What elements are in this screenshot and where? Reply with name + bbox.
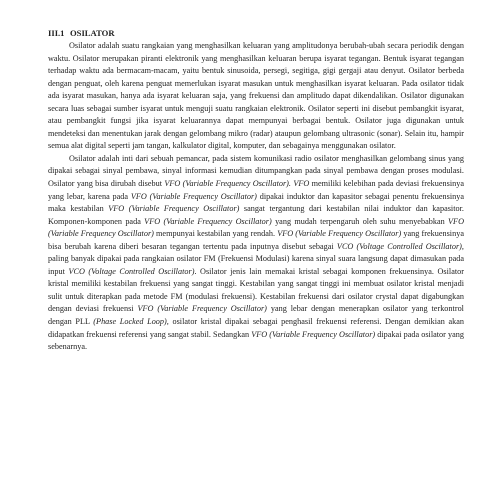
paragraph-1 [48, 40, 464, 153]
italic-term: VCO (Voltage Controlled Oscillator) [68, 266, 195, 276]
italic-term: VFO (Variable Frequency Oscillator) [144, 216, 272, 226]
text-run: Osilator adalah inti dari sebuah pemancar, pada sistem komunikasi radio osilator menghasilkan gelombang sinus yang dipakai sebagai sinyal pembawa, sinyal informasi kemudian ditumpangkan pada sinyal pembawa dengan proses modulasi. Osilator yang bisa dirubah disebut [48, 153, 464, 189]
text-run: , paling banyak dipakai pada rangkaian osilator FM (Frekuensi Modulasi) karena sinyal suara langsung dapat dimasukan pada input [48, 241, 464, 276]
italic-term: VFO (Variable Frequency Oscillator) [48, 216, 465, 239]
italic-term: VCO (Voltage Controlled Oscillator) [336, 241, 462, 251]
italic-term: VFO (Variable Frequency Oscillator) [108, 204, 240, 214]
text-run: dipakai induktor dan kapasitor sebagai penentu frekuensinya maka kestabilan [48, 191, 465, 214]
text-run: yang frekuensinya bisa berubah karena diberi besaran tegangan tertentu pada inputnya disebut sebagai [48, 229, 464, 251]
text-run: mempunyai kestabilan yang rendah. [153, 229, 278, 239]
section-heading [48, 27, 464, 39]
text-run: . Osilator jenis lain memakai kristal sebagai komponen frekuensinya. Osilator kristal memiliki kestabilan frekuensi yang sangat tinggi. Kestabilan yang sangat tinggi ini membuat osilator kristal menjadi sulit untuk diterapkan pada metode FM (modulasi frekuensi). Kestabilan frekuensi dari osilator crystal dapat digabungkan dengan deviasi frekuensi [48, 266, 464, 314]
text-run: yang lebar dengan menerapkan osilator yang terkontrol dengan PLL [48, 304, 464, 327]
italic-term: VFO (Variable Frequency Oscillator). VFO [164, 179, 310, 189]
section-title: OSILATOR [70, 28, 115, 38]
text-run: memiliki kelebihan pada deviasi frekuensinya yang lebar, karena pada [48, 179, 464, 201]
section-number: III.1 [48, 28, 65, 38]
text-run: dipakai pada osilator yang sebenarnya. [48, 329, 465, 352]
text-run: osilator kristal dipakai sebagai penghasil frekuensi referensi. Dengan demikian akan didapatkan frekuensi referensi yang sangat stabil. Sedangkan [48, 317, 464, 339]
italic-term: (Phase Locked Loop), [93, 317, 169, 327]
text-run: Osilator adalah suatu rangkaian yang menghasilkan keluaran yang amplitudonya berubah-ubah secara periodik dengan waktu. Osilator merupakan piranti elektronik yang menghasilkan keluaran berupa isyarat tegangan. Bentuk isyarat tegangan terhadap waktu ada bermacam-macam, yaitu bentuk sinusoida, persegi, segitiga, gigi gergaji atau denyut. Osilator berbeda dengan penguat, oleh karena penguat memerlukan isyarat masukan untuk menghasilkan isyarat keluaran. Pada osilator tidak ada isyarat masukan, hanya ada isyarat keluaran saja, yang frekuensi dan amplitudo dapat dikendalikan. Osilator digunakan secara luas sebagai sumber isyarat untuk menguji suatu rangkaian elektronik. Osilator seperti ini disebut pembangkit isyarat, atau pembangkit fungsi jika isyarat keluarannya dapat mempunyai berbagai bentuk. Osilator juga digunakan untuk mendeteksi dan menentukan jarak dengan gelombang mikro (radar) ataupun gelombang ultrasonic (sonar). Selain itu, hampir semua alat digital seperti jam tangan, kalkulator digital, komputer, dan sebagainya menggunakan osilator. [48, 41, 464, 151]
paragraph-2 [48, 153, 464, 354]
italic-term: VFO (Variable Frequency Oscillator) [137, 304, 267, 314]
text-run: sangat tergantung dari kestabilan nilai induktor dan kapasitor. Komponen-komponen pada [48, 204, 464, 226]
italic-term: VFO (Variable Frequency Oscillator) [130, 191, 257, 201]
italic-term: VFO (Variable Frequency Oscillator) [251, 329, 376, 339]
text-run: yang mudah terpengaruh oleh suhu menyebabkan [271, 216, 449, 226]
italic-term: VFO (Variable Frequency Oscillator) [277, 229, 402, 239]
